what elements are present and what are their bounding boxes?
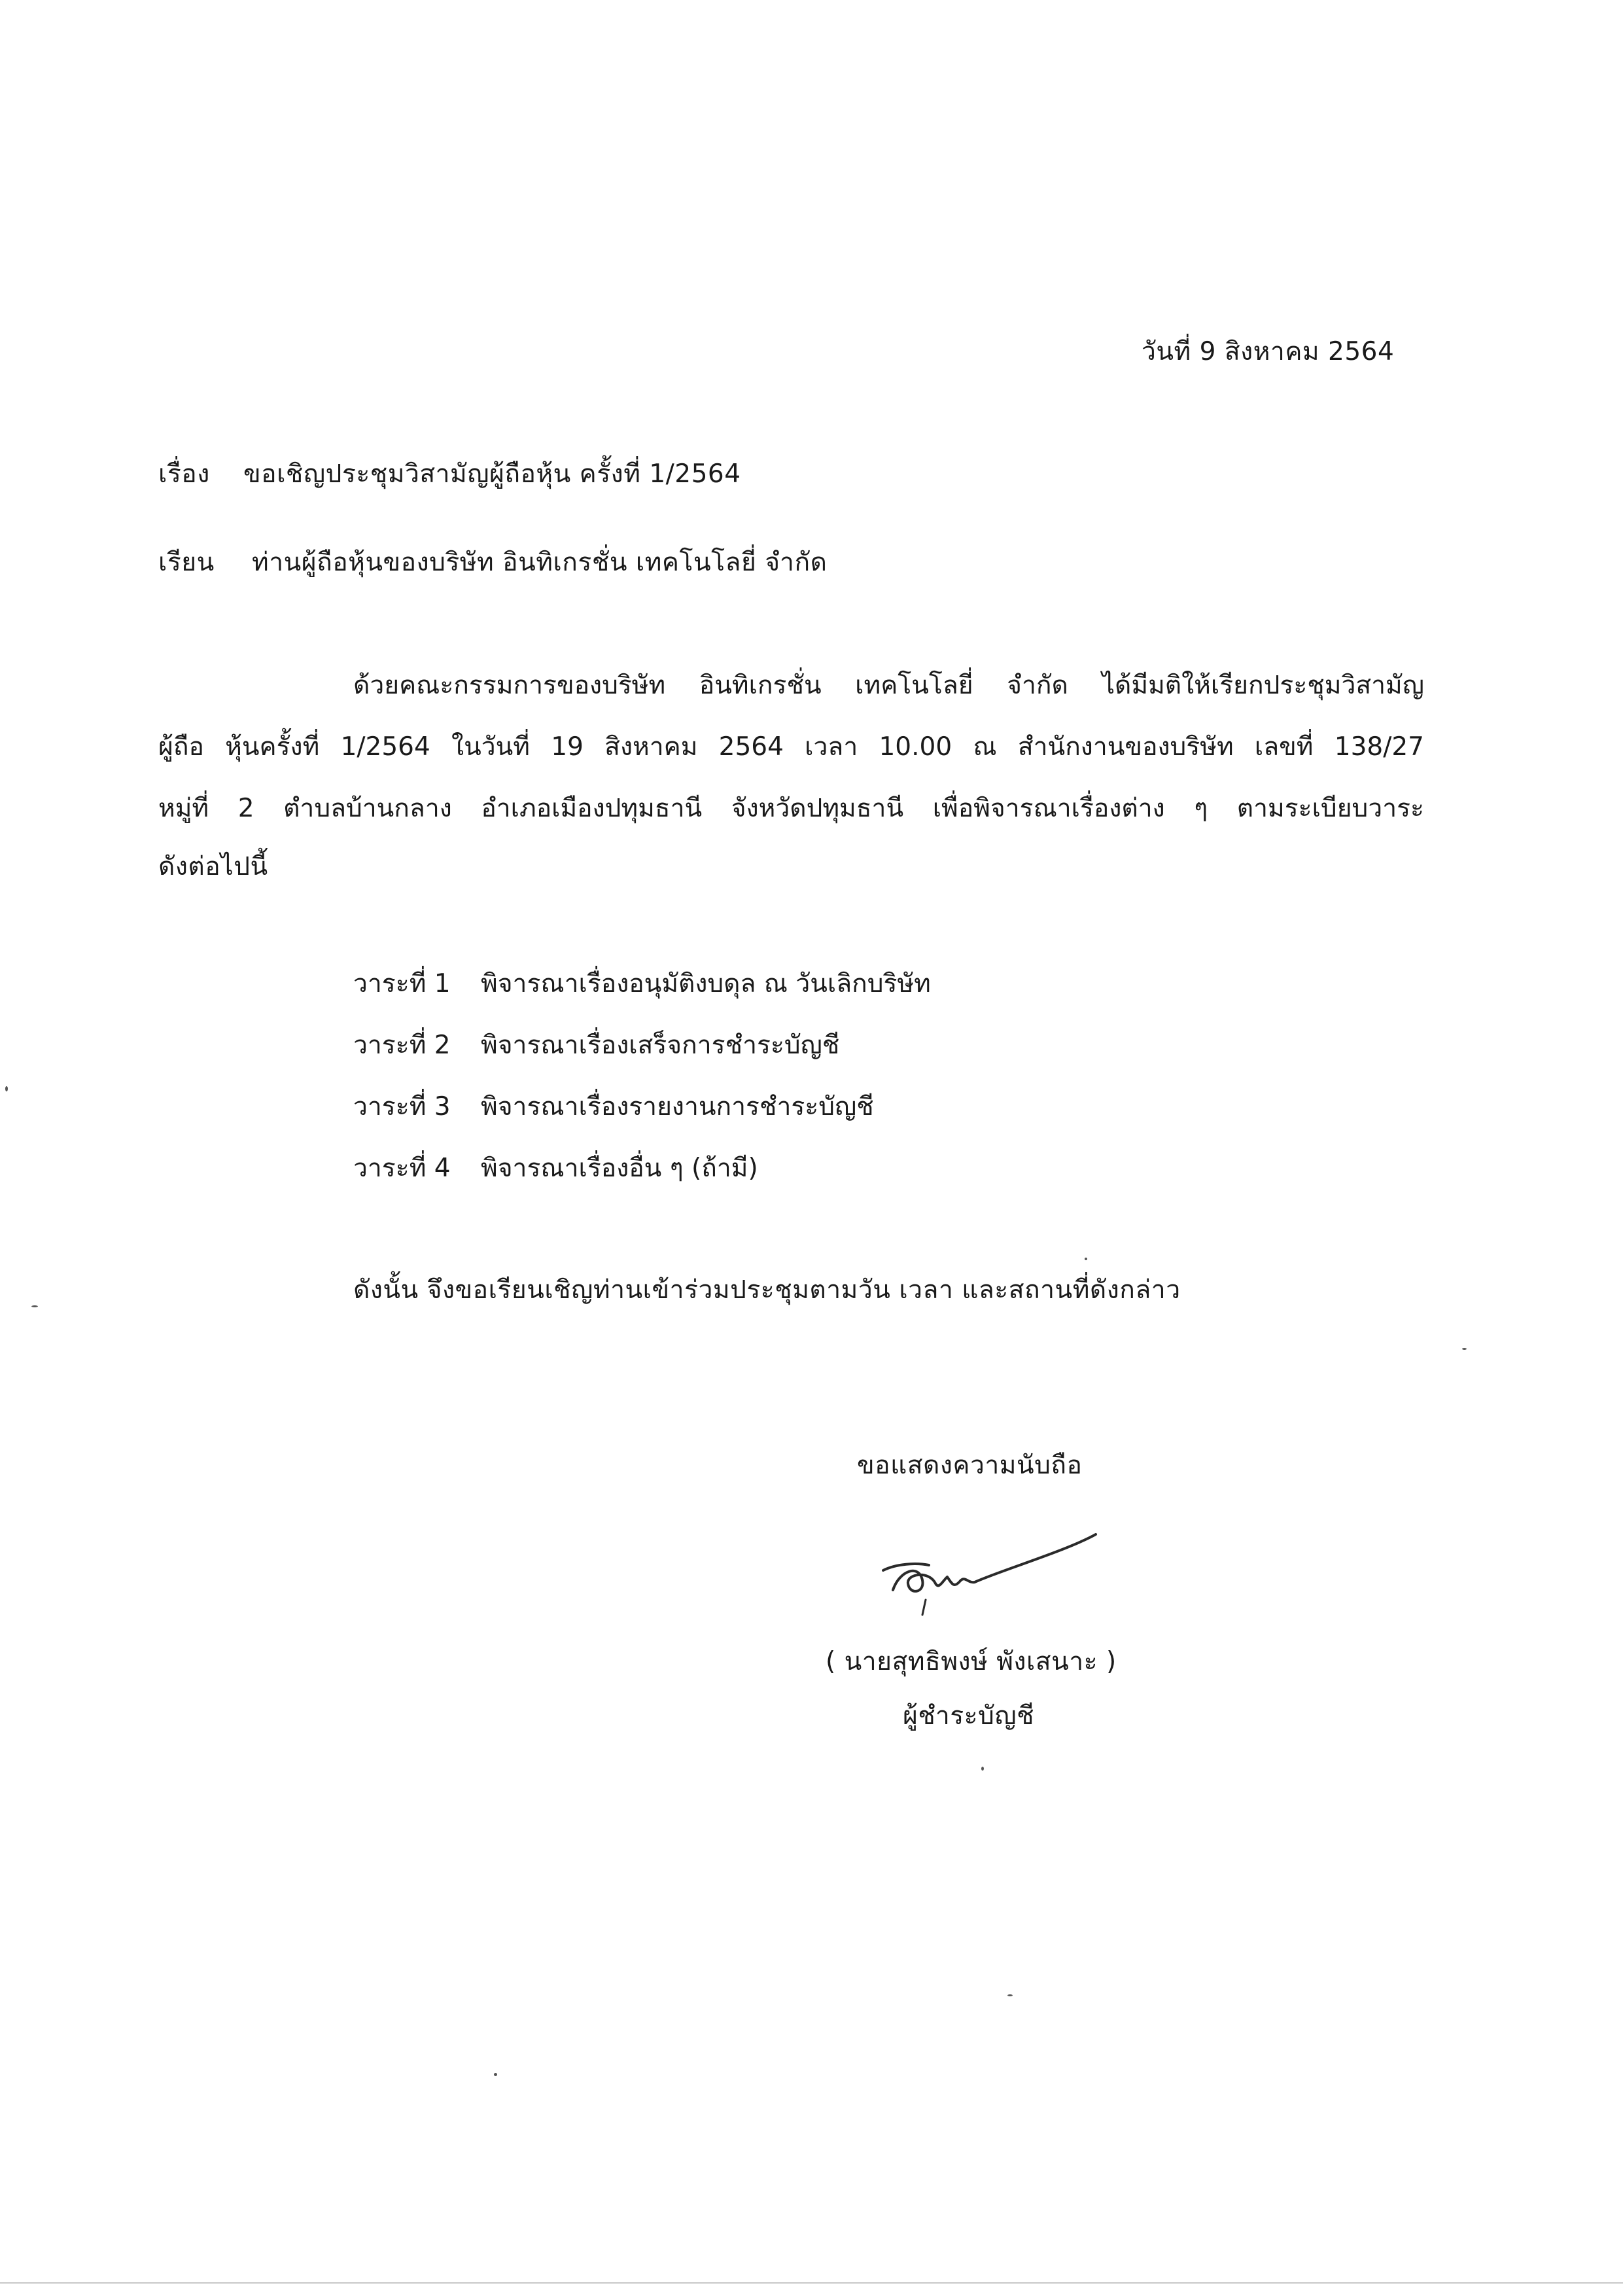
agenda-number: วาระที่ 1 xyxy=(353,969,451,998)
scan-speck xyxy=(1085,1258,1087,1260)
agenda-item-1 xyxy=(353,971,931,997)
body-line-2: ผู้ถือ หุ้นครั้งที่ 1/2564 ในวันที่ 19 สิงหาคม 2564 เวลา 10.00 ณ สำนักงานของบริษัท เลขที่ 138/27 xyxy=(158,732,1424,762)
body-line-4: ดังต่อไปนี้ xyxy=(158,852,268,881)
letter-date: วันที่ 9 สิงหาคม 2564 xyxy=(1142,337,1395,366)
signer-title: ผู้ชำระบัญชี xyxy=(903,1701,1035,1731)
page-bottom-edge xyxy=(0,2282,1623,2284)
agenda-text: พิจารณาเรื่องเสร็จการชำระบัญชี xyxy=(481,1031,840,1060)
closing-paragraph: ดังนั้น จึงขอเรียนเชิญท่านเข้าร่วมประชุมตามวัน เวลา และสถานที่ดังกล่าว xyxy=(353,1275,1181,1305)
scan-speck xyxy=(5,1086,8,1091)
scan-speck xyxy=(1007,1994,1013,1996)
agenda-text: พิจารณาเรื่องรายงานการชำระบัญชี xyxy=(481,1092,874,1122)
recipient-text: ท่านผู้ถือหุ้นของบริษัท อินทิเกรชั่น เทคโนโลยี่ จำกัด xyxy=(252,548,828,577)
body-line-3: หมู่ที่ 2 ตำบลบ้านกลาง อำเภอเมืองปทุมธานี จังหวัดปทุมธานี เพื่อพิจารณาเรื่องต่าง ๆ ตามระเบียบวาระ xyxy=(158,794,1424,823)
subject-label: เรื่อง xyxy=(158,459,210,489)
scan-speck xyxy=(981,1767,984,1771)
scan-speck xyxy=(1462,1348,1467,1350)
body-line-1: ด้วยคณะกรรมการของบริษัท อินทิเกรชั่น เทคโนโลยี่ จำกัด ได้มีมติให้เรียกประชุมวิสามัญ xyxy=(353,671,1424,700)
recipient-label: เรียน xyxy=(158,548,215,577)
closing-salutation: ขอแสดงความนับถือ xyxy=(857,1451,1083,1480)
handwritten-signature xyxy=(870,1518,1119,1649)
agenda-number: วาระที่ 4 xyxy=(353,1154,451,1183)
subject-text: ขอเชิญประชุมวิสามัญผู้ถือหุ้น ครั้งที่ 1/2564 xyxy=(243,459,741,489)
scan-speck xyxy=(494,2073,497,2076)
agenda-item-2 xyxy=(353,1033,839,1058)
scan-speck xyxy=(31,1305,38,1307)
agenda-text: พิจารณาเรื่องอื่น ๆ (ถ้ามี) xyxy=(481,1154,758,1183)
agenda-item-4 xyxy=(353,1156,758,1181)
signer-name: ( นายสุทธิพงษ์ พังเสนาะ ) xyxy=(826,1647,1117,1676)
agenda-text: พิจารณาเรื่องอนุมัติงบดุล ณ วันเลิกบริษัท xyxy=(481,969,931,998)
agenda-number: วาระที่ 2 xyxy=(353,1031,451,1060)
agenda-item-3 xyxy=(353,1094,874,1120)
agenda-number: วาระที่ 3 xyxy=(353,1092,451,1122)
